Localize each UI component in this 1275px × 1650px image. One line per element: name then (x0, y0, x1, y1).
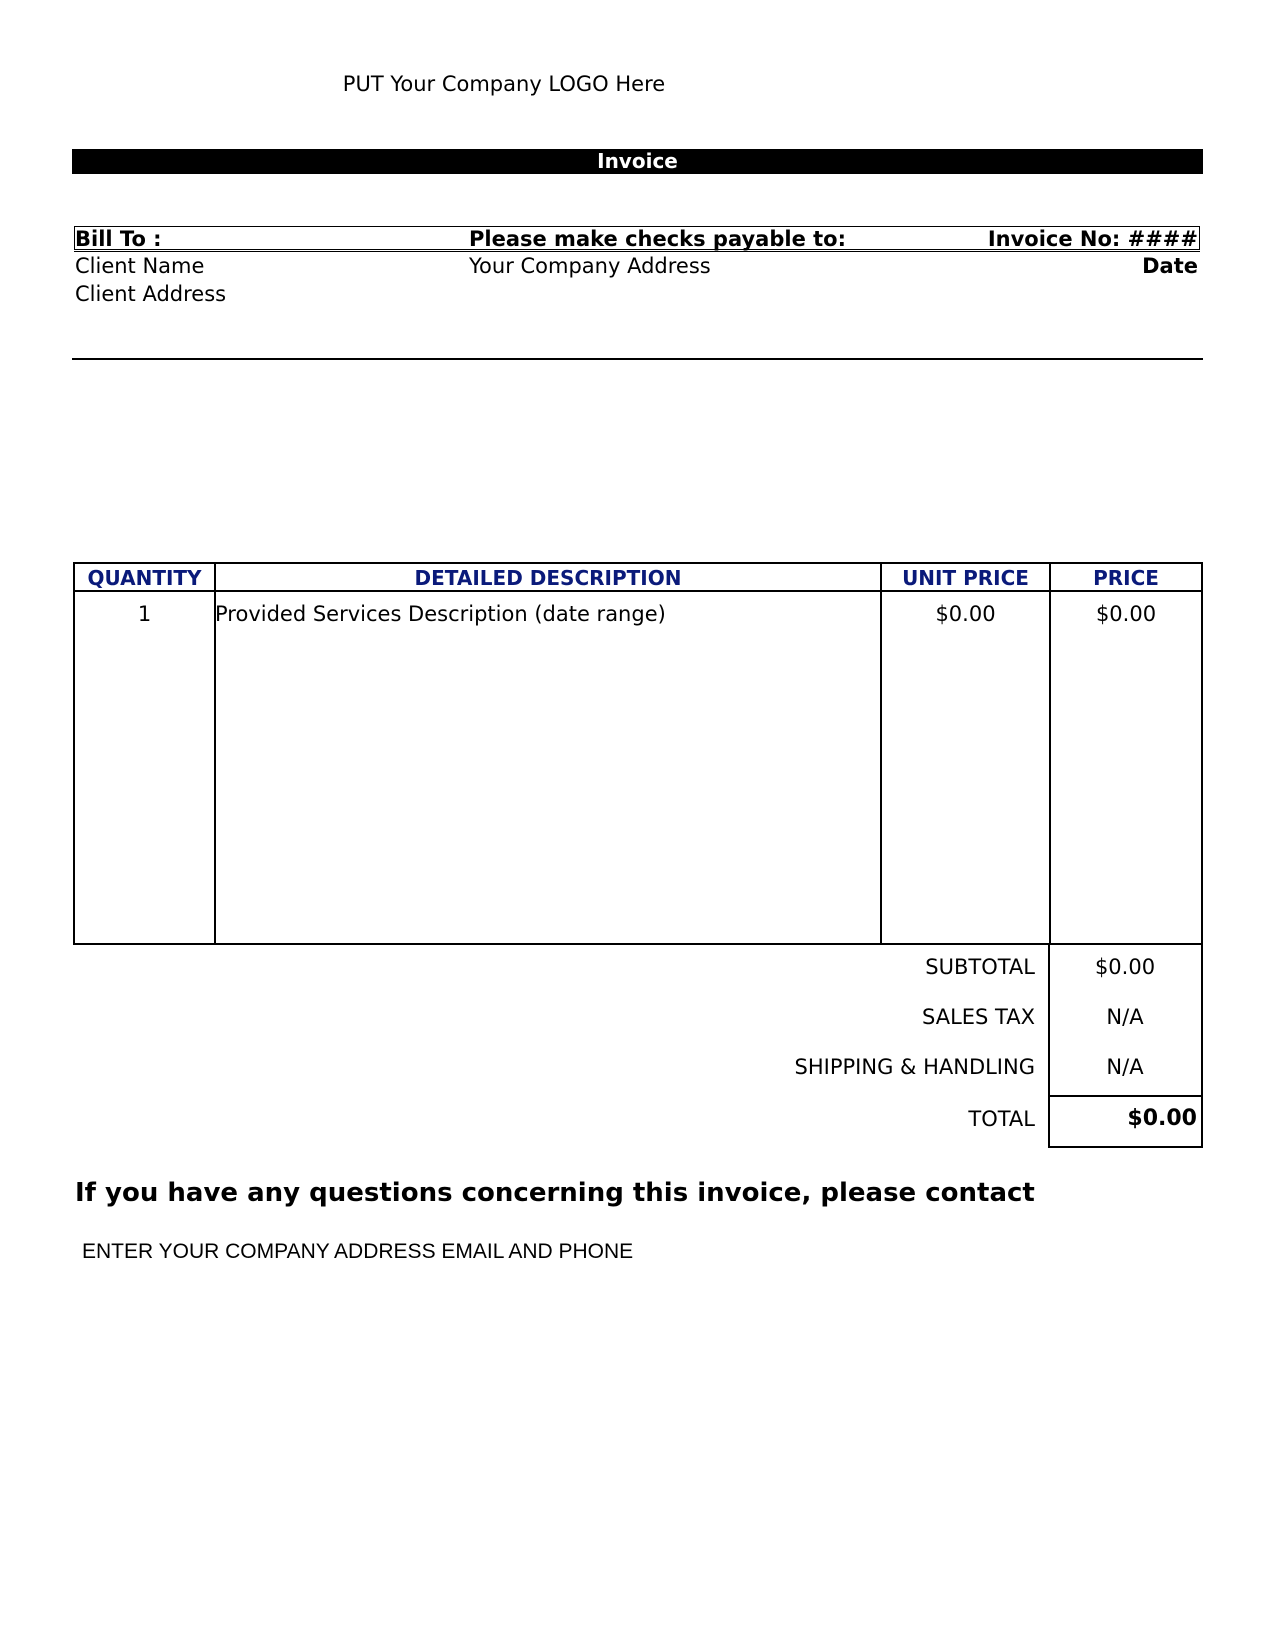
sales-tax-value: N/A (1106, 1005, 1144, 1029)
invoice-title: Invoice (597, 149, 678, 173)
total-value: $0.00 (1127, 1106, 1197, 1131)
contact-details: ENTER YOUR COMPANY ADDRESS EMAIL AND PHONE (82, 1240, 634, 1263)
items-table (73, 562, 1203, 945)
total-label: TOTAL (968, 1107, 1035, 1131)
client-address: Client Address (75, 282, 227, 306)
shipping-value: N/A (1106, 1055, 1144, 1079)
date-label: Date (1142, 254, 1198, 278)
info-header-divider (74, 251, 1200, 252)
subtotal-label: SUBTOTAL (925, 955, 1035, 979)
section-divider (72, 358, 1203, 360)
sales-tax-label: SALES TAX (921, 1005, 1035, 1029)
subtotal-value: $0.00 (1094, 955, 1156, 979)
column-header-unit-price: UNIT PRICE (902, 566, 1029, 590)
row-quantity: 1 (137, 602, 152, 626)
invoice-title-bar (72, 149, 1203, 174)
bill-to-label: Bill To : (75, 227, 162, 251)
payable-to-label: Please make checks payable to: (469, 227, 846, 251)
row-price: $0.00 (1095, 602, 1157, 626)
logo-placeholder: PUT Your Company LOGO Here (342, 72, 666, 96)
total-divider (1050, 1095, 1201, 1097)
shipping-label: SHIPPING & HANDLING (794, 1055, 1035, 1079)
company-address: Your Company Address (469, 254, 711, 278)
column-header-quantity: QUANTITY (87, 566, 202, 590)
client-name: Client Name (75, 254, 205, 278)
contact-heading: If you have any questions concerning this invoice, please contact (75, 1178, 1035, 1208)
row-description: Provided Services Description (date range) (215, 602, 666, 626)
row-unit-price: $0.00 (935, 602, 996, 626)
column-header-description: DETAILED DESCRIPTION (414, 566, 682, 590)
column-header-price: PRICE (1093, 566, 1159, 590)
invoice-number-label: Invoice No: #### (987, 227, 1198, 251)
